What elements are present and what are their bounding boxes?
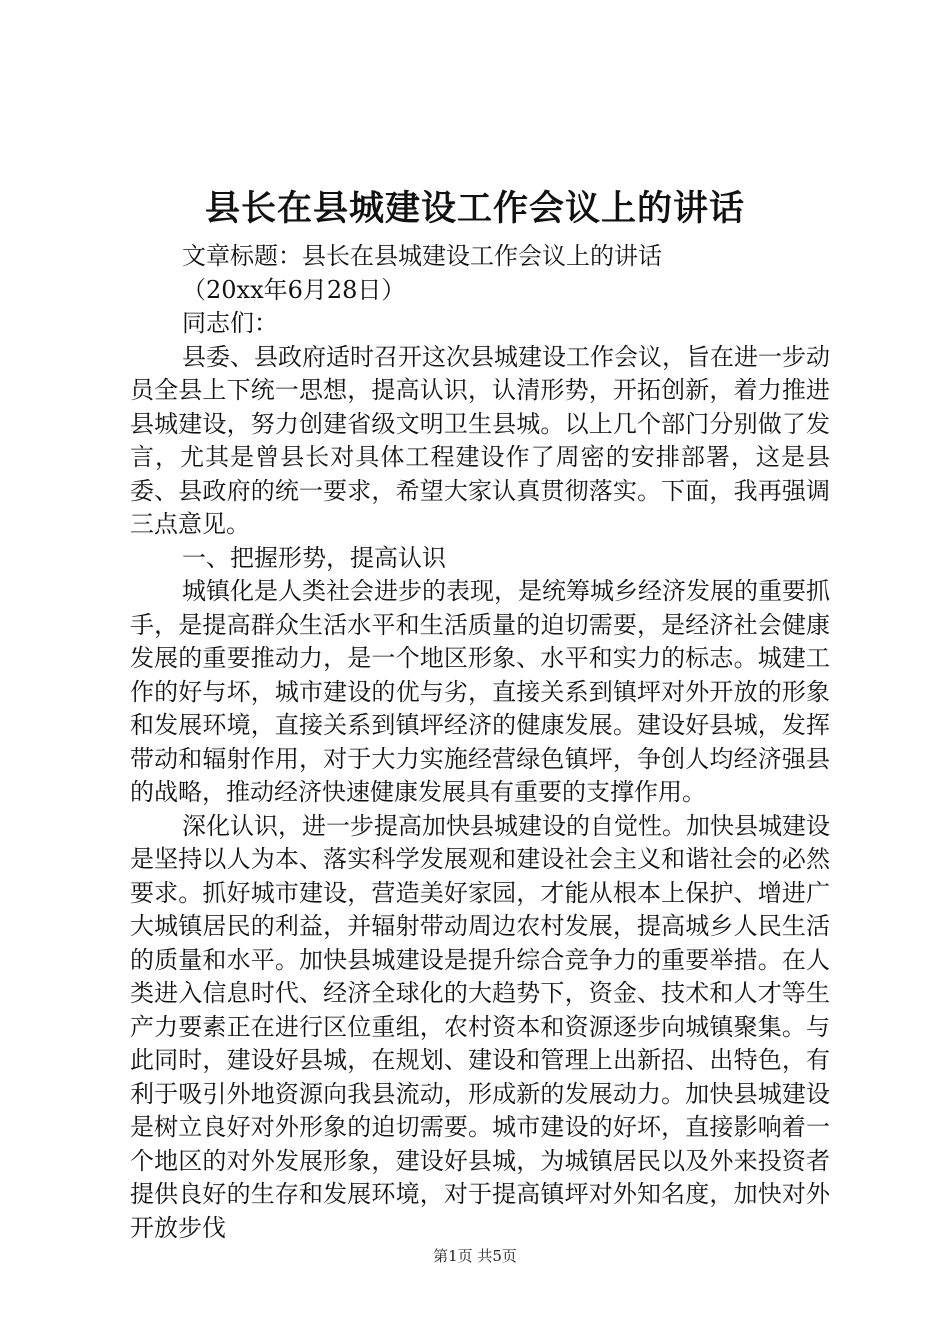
document-body (130, 240, 830, 1245)
date-line: （20xx年6月28日） (182, 275, 406, 304)
salutation: 同志们： (182, 309, 278, 337)
document-title: 县长在县城建设工作会议上的讲话 (204, 188, 745, 229)
paragraph-intro: 县委、县政府适时召开这次县城建设工作会议，旨在进一步动员全县上下统一思想，提高认识，认清形势，开拓创新，着力推进县城建设，努力创建省级文明卫生县城。以上几个部门分别做了发言，尤其是曾县长对具体工程建设作了周密的安排部署，这是县委、县政府的统一要求，希望大家认真贯彻落实。下面，我再强调三点意见。 (130, 342, 830, 538)
page-footer: 第1页 共5页 (433, 1247, 517, 1265)
article-title-line: 文章标题：县长在县城建设工作会议上的讲话 (182, 242, 662, 270)
paragraph-urbanization: 城镇化是人类社会进步的表现，是统筹城乡经济发展的重要抓手，是提高群众生活水平和生活质量的迫切需要，是经济社会健康发展的重要推动力，是一个地区形象、水平和实力的标志。城建工作的好与坏，城市建设的优与劣，直接关系到镇坪对外开放的形象和发展环境，直接关系到镇坪经济的健康发展。建设好县城，发挥带动和辐射作用，对于大力实施经营绿色镇坪，争创人均经济强县的战略，推动经济快速健康发展具有重要的支撑作用。 (130, 577, 830, 806)
section-heading-1: 一、把握形势，提高认识 (182, 543, 446, 572)
paragraph-deepen-understanding: 深化认识，进一步提高加快县城建设的自觉性。加快县城建设是坚持以人为本、落实科学发展观和建设社会主义和谐社会的必然要求。抓好城市建设，营造美好家园，才能从根本上保护、增进广大城镇居民的利益，并辐射带动周边农村发展，提高城乡人民生活的质量和水平。加快县城建设是提升综合竞争力的重要举措。在人类进入信息时代、经济全球化的大趋势下，资金、技术和人才等生产力要素正在进行区位重组，农村资本和资源逐步向城镇聚集。与此同时，建设好县城，在规划、建设和管理上出新招、出特色，有利于吸引外地资源向我县流动，形成新的发展动力。加快县城建设是树立良好对外形象的迫切需要。城市建设的好坏，直接影响着一个地区的对外发展形象，建设好县城，为城镇居民以及外来投资者提供良好的生存和发展环境，对于提高镇坪对外知名度，加快对外开放步伐 (130, 811, 830, 1242)
